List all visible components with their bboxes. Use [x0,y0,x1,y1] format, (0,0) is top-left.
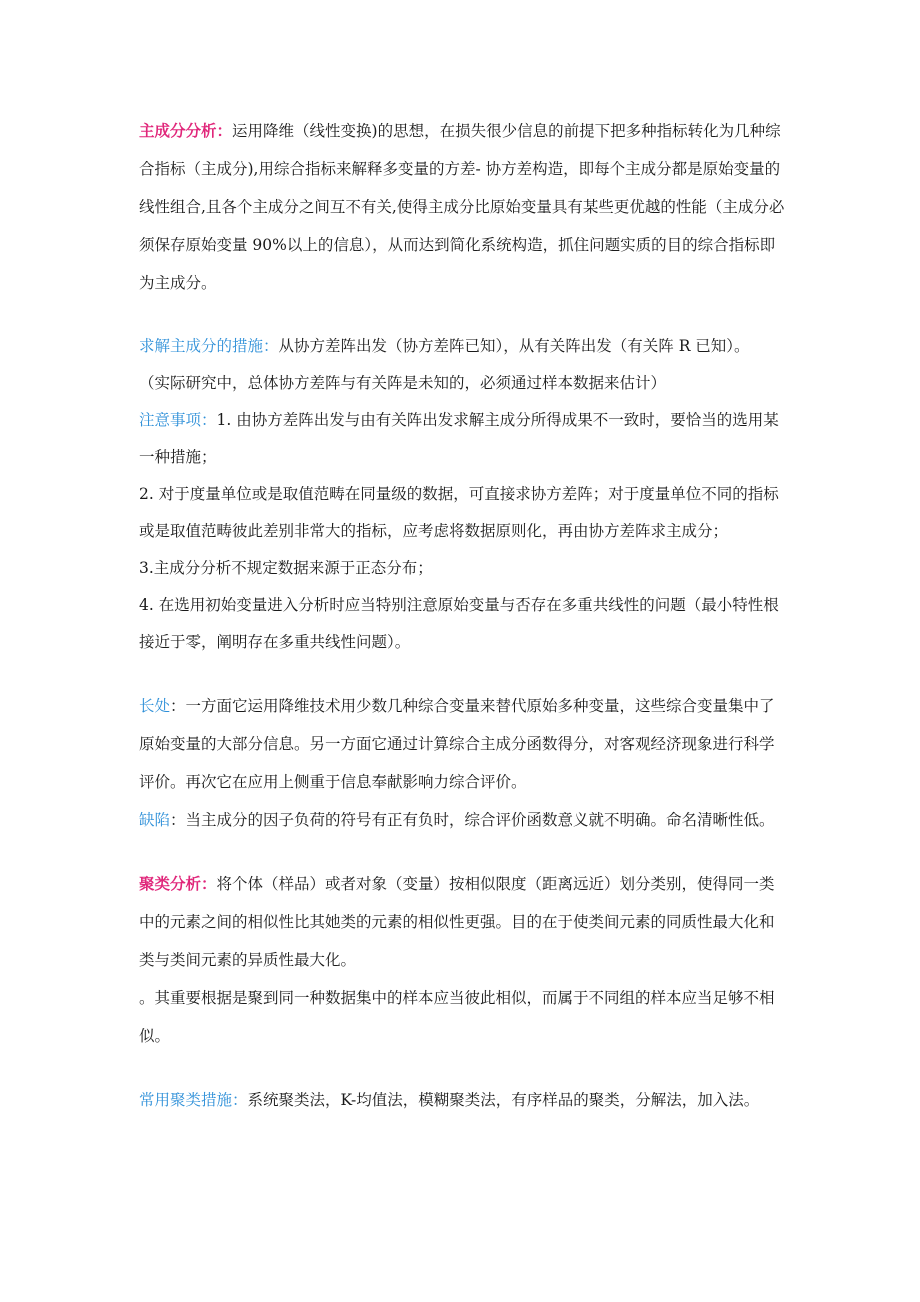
methods-note: （实际研究中，总体协方差阵与有关阵是未知的，必须通过样本数据来估计） [139,374,667,392]
cluster-text: 将个体（样品）或者对象（变量）按相似限度（距离远近）划分类别，使得同一类中的元素之间的相似性比其她类的元素的相似性更强。目的在于使类间元素的同质性最大化和类与类间元素的异质性最大化。 [139,875,775,969]
disadvantages-paragraph [139,801,787,839]
notes-item-1-text: 1. 由协方差阵出发与由有关阵出发求解主成分所得成果不一致时，要恰当的选用某一种措施； [139,411,779,466]
pca-label: 主成分分析： [139,122,233,140]
advantages-text: ：一方面它运用降维技术用少数几种综合变量来替代原始多种变量，这些综合变量集中了原始变量的大部分信息。另一方面它通过计算综合主成分函数得分，对客观经济现象进行科学评价。再次它在应用上侧重于信息奉献影响力综合评价。 [139,697,775,791]
cluster-methods-label: 常用聚类措施： [139,1091,248,1109]
notes-item-2: 2. 对于度量单位或是取值范畴在同量级的数据，可直接求协方差阵；对于度量单位不同的指标或是取值范畴彼此差别非常大的指标，应考虑将数据原则化，再由协方差阵求主成分； [139,485,779,540]
cluster-paragraph [139,865,787,979]
pca-text: 运用降维（线性变换)的思想，在损失很少信息的前提下把多种指标转化为几种综合指标（主成分),用综合指标来解释多变量的方差- 协方差构造，即每个主成分都是原始变量的线性组合,且各个主成分之间互不有关,使得主成分比原始变量具有某些更优越的性能（主成分必须保存原始变量 90%以上的信息），从而达到简化系统构造，抓住问题实质的目的综合指标即为主成分。 [139,122,785,292]
cluster-methods-paragraph [139,1081,787,1119]
notes-item-4: 4. 在选用初始变量进入分析时应当特别注意原始变量与否存在多重共线性的问题（最小特性根接近于零，阐明存在多重共线性问题）。 [139,596,779,651]
methods-text: 从协方差阵出发（协方差阵已知），从有关阵出发（有关阵 R 已知）。 [278,337,750,355]
pca-paragraph [139,112,787,302]
notes-label: 注意事项： [139,411,217,429]
cluster-methods-text: 系统聚类法，K-均值法，模糊聚类法，有序样品的聚类，分解法，加入法。 [247,1091,760,1109]
methods-paragraph [139,328,787,365]
cluster-basis: 。其重要根据是聚到同一种数据集中的样本应当彼此相似，而属于不同组的样本应当足够不相似。 [139,989,775,1045]
methods-label: 求解主成分的措施： [139,337,279,355]
notes-item-3: 3.主成分分析不规定数据来源于正态分布； [139,559,433,577]
advantages-paragraph [139,687,787,801]
document-page [139,112,787,1119]
disadvantages-label: 缺陷 [139,811,171,829]
advantages-label: 长处 [139,697,171,715]
notes-item-1 [139,402,787,476]
disadvantages-text: ：当主成分的因子负荷的符号有正有负时，综合评价函数意义就不明确。命名清晰性低。 [170,811,775,829]
cluster-label: 聚类分析： [139,875,217,893]
